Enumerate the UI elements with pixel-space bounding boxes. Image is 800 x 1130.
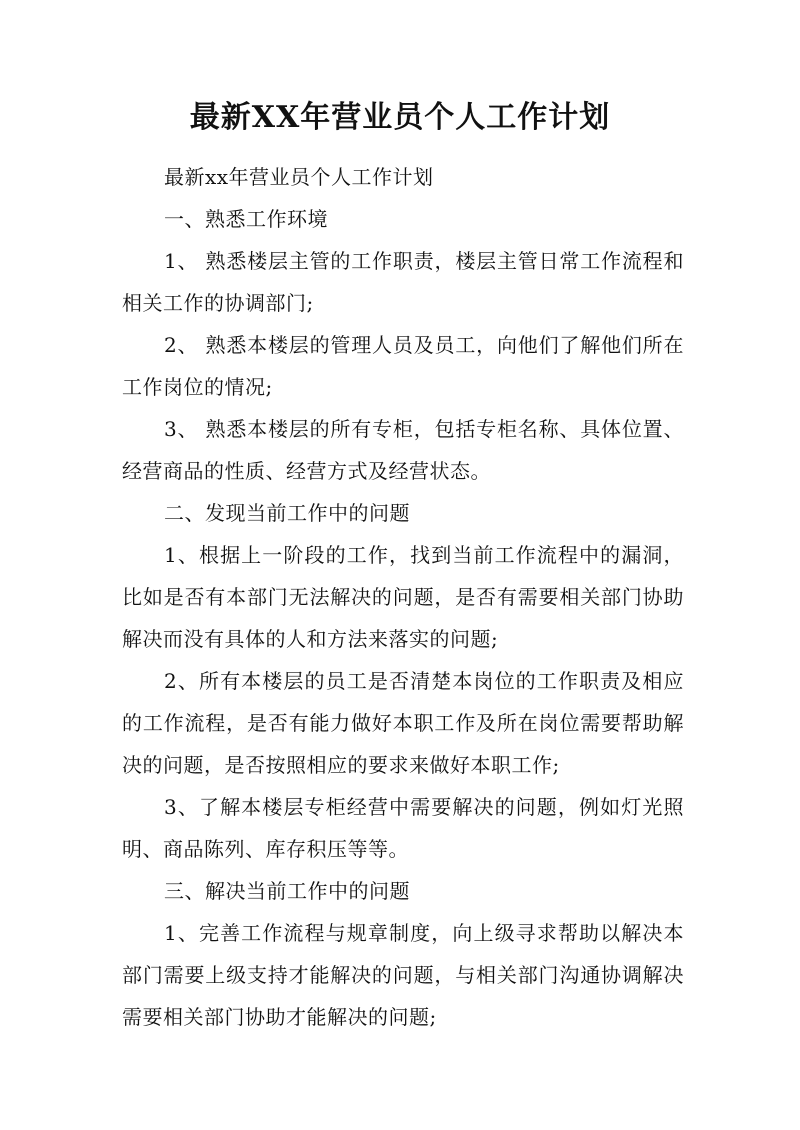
section-1-item-2: 2、 熟悉本楼层的管理人员及员工，向他们了解他们所在工作岗位的情况; xyxy=(122,333,684,399)
section-2-item-1: 1、根据上一阶段的工作，找到当前工作流程中的漏洞，比如是否有本部门无法解决的问题，是否有需要相关部门协助解决而没有具体的人和方法来落实的问题; xyxy=(122,543,684,651)
section-2-item-3: 3、了解本楼层专柜经营中需要解决的问题，例如灯光照明、商品陈列、库存积压等等。 xyxy=(122,795,684,861)
section-2-item-2: 2、所有本楼层的员工是否清楚本岗位的工作职责及相应的工作流程，是否有能力做好本职工作及所在岗位需要帮助解决的问题，是否按照相应的要求来做好本职工作; xyxy=(122,669,684,777)
section-heading-1: 一、熟悉工作环境 xyxy=(164,207,328,231)
section-heading-2: 二、发现当前工作中的问题 xyxy=(164,501,410,525)
section-1-item-1: 1、 熟悉楼层主管的工作职责，楼层主管日常工作流程和相关工作的协调部门; xyxy=(122,249,684,315)
section-heading-3: 三、解决当前工作中的问题 xyxy=(164,879,410,903)
section-1-item-3: 3、 熟悉本楼层的所有专柜，包括专柜名称、具体位置、经营商品的性质、经营方式及经营状态。 xyxy=(122,417,684,483)
page-title: 最新XX年营业员个人工作计划 xyxy=(189,100,611,135)
subtitle: 最新xx年营业员个人工作计划 xyxy=(164,165,434,189)
document-body xyxy=(122,156,684,1038)
section-3-item-1: 1、完善工作流程与规章制度，向上级寻求帮助以解决本部门需要上级支持才能解决的问题，与相关部门沟通协调解决需要相关部门协助才能解决的问题; xyxy=(122,921,684,1029)
